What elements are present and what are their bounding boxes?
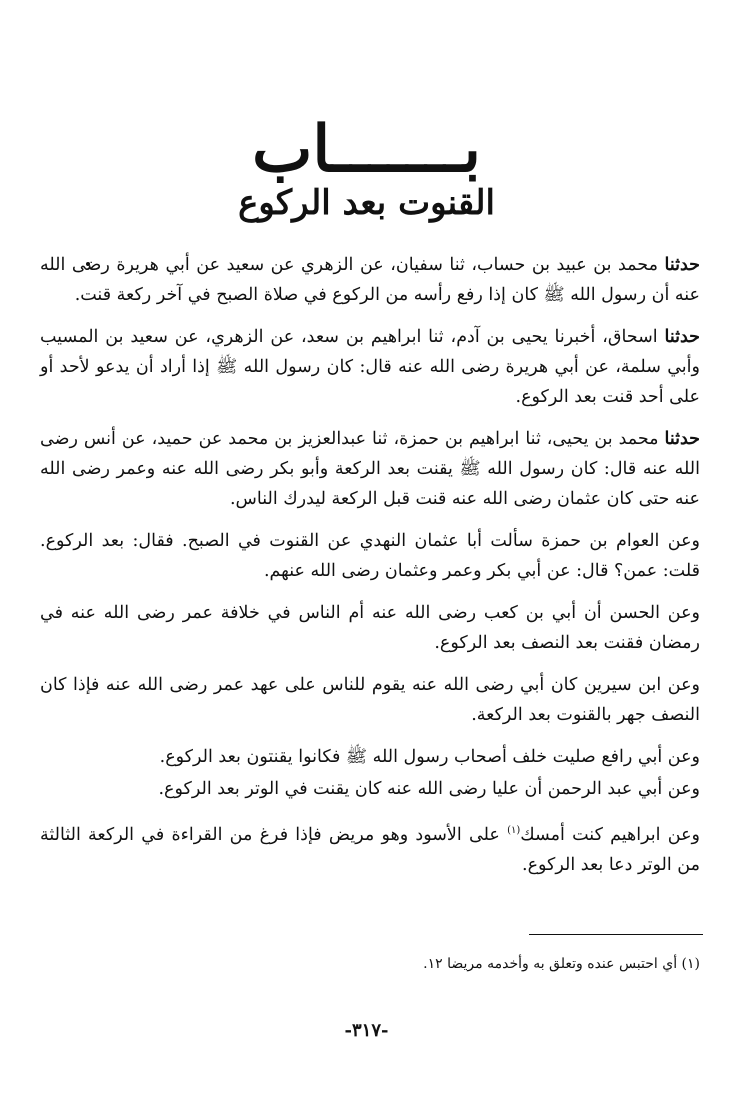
footnote: (١) أي احتبس عنده وتعلق به وأخدمه مريضا ١٢.	[423, 956, 700, 972]
paragraph-athar-1	[40, 526, 700, 586]
paragraph-text: على الأسود وهو مريض فإذا فرغ من القراءة في الركعة الثالثة من الوتر دعا بعد الركوع.	[40, 824, 700, 875]
paragraph-lead: حدثنا	[664, 255, 700, 275]
page-number: -٣١٧-	[344, 1020, 389, 1041]
paragraph-lead: حدثنا	[664, 327, 700, 347]
footnote-marker[interactable]: (١)	[507, 825, 521, 836]
paragraph-text: اسحاق، أخبرنا يحيى بن آدم، ثنا ابراهيم بن سعد، عن الزهري، عن سعيد بن المسيب وأبي سلمة، عن أبي هريرة رضى الله عنه قال: كان رسول الله ﷺ إذا أراد أن يدعو لأحد أو على أحد قنت بعد الركوع.	[40, 327, 700, 407]
paragraph-text: محمد بن يحيى، ثنا ابراهيم بن حمزة، ثنا عبدالعزيز بن محمد عن حميد، عن أنس رضى الله عنه قال: كان رسول الله ﷺ يقنت بعد الركعة وأبو بكر رضى الله عنه وعمر رضى الله عنه حتى كان عثمان رضى الله عنه قنت قبل الركعة ليدرك الناس.	[40, 429, 700, 509]
paragraph-athar-3	[40, 670, 700, 730]
paragraph-athar-2	[40, 598, 700, 658]
paragraph-athar-4	[40, 742, 700, 772]
paragraph-text: وعن أبي رافع صليت خلف أصحاب رسول الله ﷺ فكانوا يقنتون بعد الركوع.	[159, 747, 700, 767]
body-text	[40, 250, 700, 892]
paragraph-text: وعن أبي عبد الرحمن أن عليا رضى الله عنه كان يقنت في الوتر بعد الركوع.	[158, 779, 700, 799]
paragraph-athar-6	[40, 816, 700, 880]
chapter-title: القنوت بعد الركوع	[238, 183, 495, 223]
paragraph-text: وعن العوام بن حمزة سألت أبا عثمان النهدي عن القنوت في الصبح. فقال: بعد الركوع. قلت: عمن؟ قال: عن أبي بكر وعمر وعثمان رضى الله عنهم.	[40, 531, 700, 581]
paragraph-hadith-3	[40, 424, 700, 514]
paragraph-text: وعن الحسن أن أبي بن كعب رضى الله عنه أم الناس في خلافة عمر رضى الله عنه في رمضان فقنت بعد النصف بعد الركوع.	[40, 603, 700, 653]
paragraph-text: محمد بن عبيد بن حساب، ثنا سفيان، عن الزهري عن سعيد عن أبي هريرة رضى الله عنه أن رسول الله ﷺ كان إذا رفع رأسه من الركوع في صلاة الصبح في آخر ركعة قنت.	[40, 255, 700, 305]
paragraph-lead: حدثنا	[664, 429, 700, 449]
footnote-divider	[529, 934, 703, 935]
paragraph-athar-5	[40, 774, 700, 804]
chapter-heading: بـــــــاب	[252, 112, 481, 187]
paragraph-text: وعن ابراهيم كنت أمسك	[520, 824, 700, 845]
paragraph-text: وعن ابن سيرين كان أبي رضى الله عنه يقوم للناس على عهد عمر رضى الله عنه فإذا كان النصف جهر بالقنوت بعد الركعة.	[40, 675, 700, 725]
paragraph-hadith-1	[40, 250, 700, 310]
paragraph-hadith-2	[40, 322, 700, 412]
